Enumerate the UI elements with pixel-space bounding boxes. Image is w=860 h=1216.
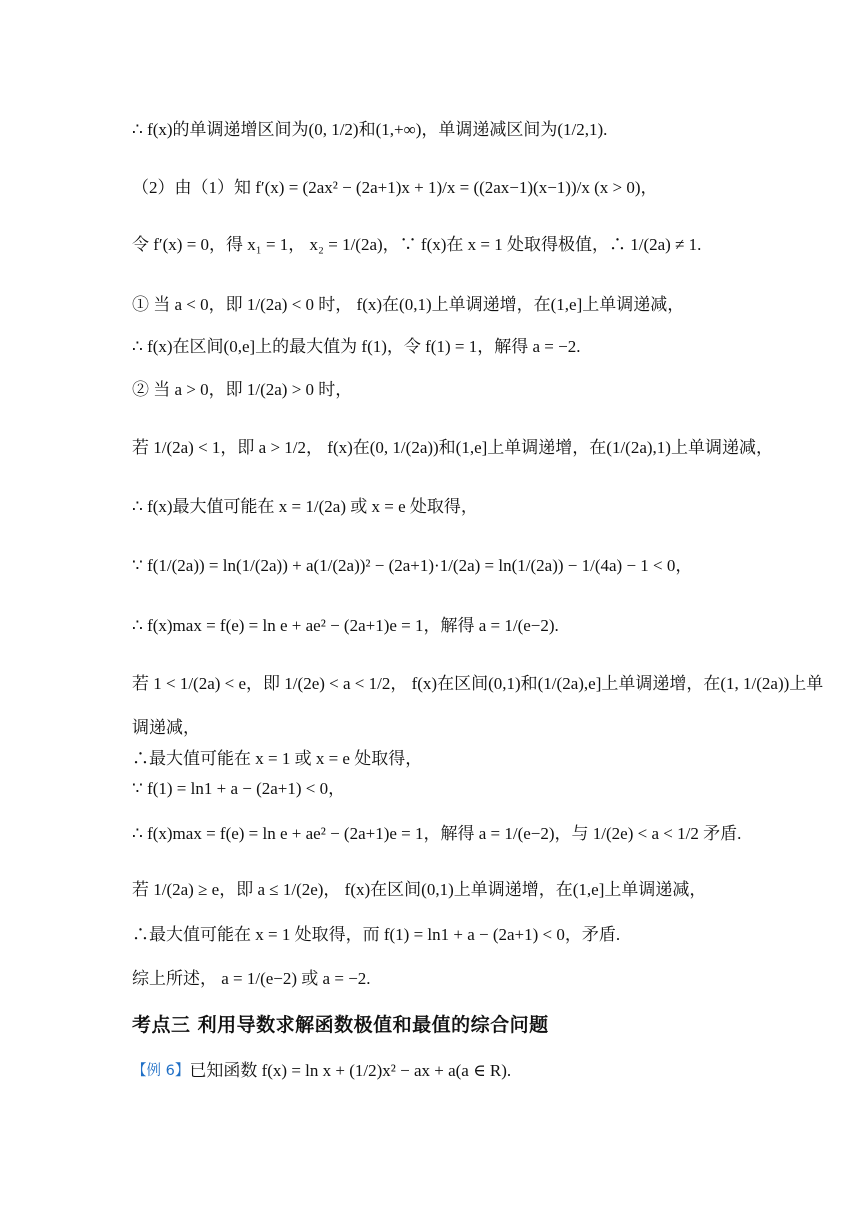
line-3: 令 f′(x) = 0，得 x₁ = 1， x₂ = 1/(2a)，∵ f(x)在 x = 1 处取得极值，∴ 1/(2a) ≠ 1. <box>132 235 702 254</box>
line-10: ∴ f(x)max = f(e) = ln e + ae² − (2a+1)e = 1，解得 a = 1/(e−2). <box>132 616 559 635</box>
line-14: ∵ f(1) = ln1 + a − (2a+1) < 0， <box>132 779 346 798</box>
example-text: 已知函数 f(x) = ln x + (1/2)x² − ax + a(a ∈ R). <box>189 1061 512 1080</box>
line-13: ∴最大值可能在 x = 1 或 x = e 处取得， <box>132 749 423 768</box>
line-16: 若 1/(2a) ≥ e，即 a ≤ 1/(2e)， f(x)在区间(0,1)上单调递增，在(1,e]上单调递减， <box>132 880 707 899</box>
line-7: 若 1/(2a) < 1，即 a > 1/2， f(x)在(0, 1/(2a))和(1,e]上单调递增，在(1/(2a),1)上单调递减， <box>132 438 773 457</box>
line-4: ① 当 a < 0，即 1/(2a) < 0 时， f(x)在(0,1)上单调递增，在(1,e]上单调递减， <box>132 295 685 314</box>
example-line <box>132 1060 511 1081</box>
section-heading: 考点三 利用导数求解函数极值和最值的综合问题 <box>132 1014 549 1036</box>
example-tag: 【例 6】 <box>132 1063 190 1079</box>
line-6: ② 当 a > 0，即 1/(2a) > 0 时， <box>132 380 353 399</box>
line-17: ∴最大值可能在 x = 1 处取得，而 f(1) = ln1 + a − (2a+1) < 0，矛盾. <box>132 925 621 944</box>
line-9: ∵ f(1/(2a)) = ln(1/(2a)) + a(1/(2a))² − (2a+1)·1/(2a) = ln(1/(2a)) − 1/(4a) − 1 < 0， <box>132 556 693 575</box>
line-2: （2）由（1）知 f′(x) = (2ax² − (2a+1)x + 1)/x = ((2ax−1)(x−1))/x (x > 0)， <box>132 178 658 197</box>
line-5: ∴ f(x)在区间(0,e]上的最大值为 f(1)，令 f(1) = 1，解得 a = −2. <box>132 337 581 356</box>
line-11: 若 1 < 1/(2a) < e，即 1/(2e) < a < 1/2， f(x)在区间(0,1)和(1/(2a),e]上单调递增，在(1, 1/(2a))上单 <box>132 674 824 693</box>
line-18: 综上所述， a = 1/(e−2) 或 a = −2. <box>132 969 371 988</box>
line-8: ∴ f(x)最大值可能在 x = 1/(2a) 或 x = e 处取得， <box>132 497 478 516</box>
line-15: ∴ f(x)max = f(e) = ln e + ae² − (2a+1)e = 1，解得 a = 1/(e−2)，与 1/(2e) < a < 1/2 矛盾. <box>132 824 742 843</box>
line-12: 调递减， <box>132 718 200 737</box>
line-1: ∴ f(x)的单调递增区间为(0, 1/2)和(1,+∞)，单调递减区间为(1/2,1). <box>132 120 608 139</box>
